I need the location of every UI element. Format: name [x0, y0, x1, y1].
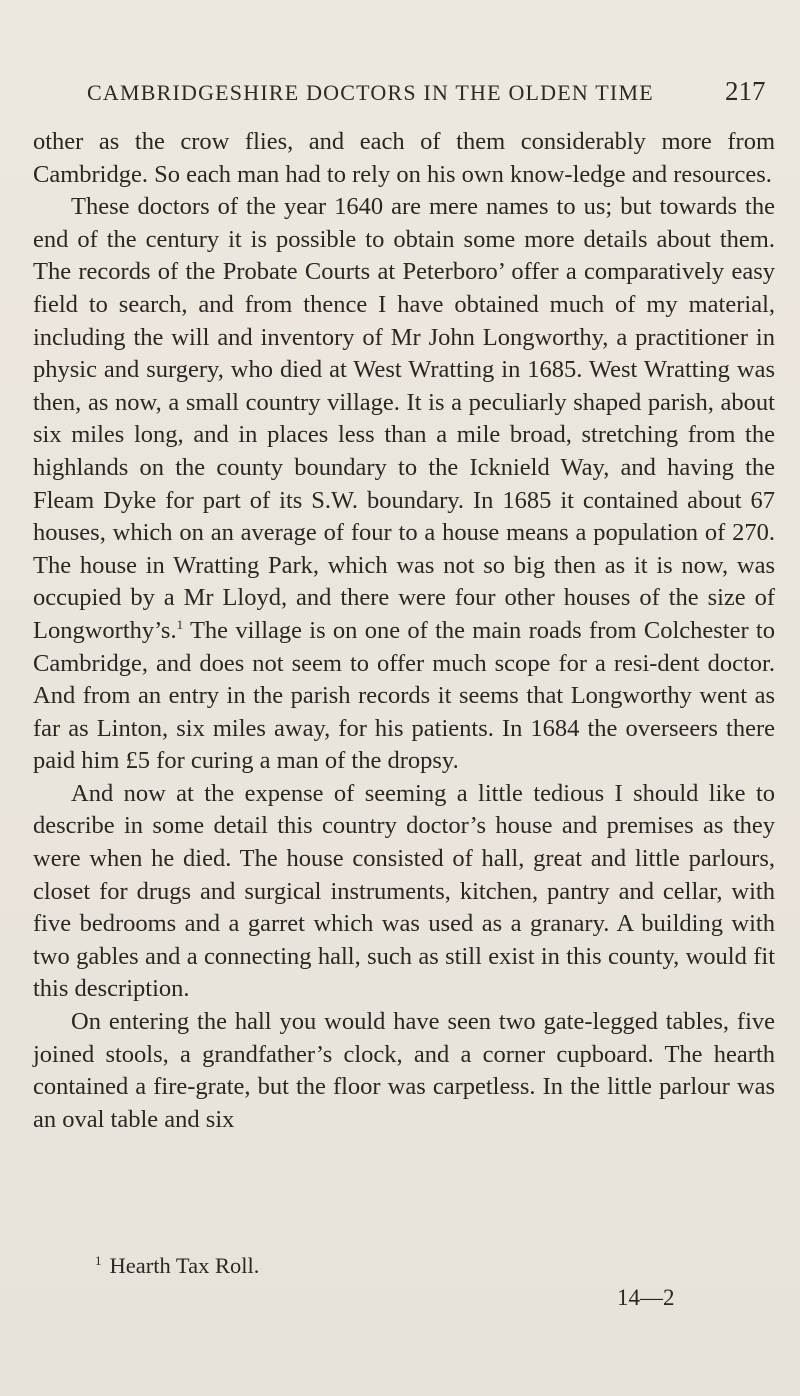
- paragraph-2: [33, 191, 775, 778]
- paragraph-1: other as the crow flies, and each of them considerably more from Cambridge. So each man had to rely on his own know-ledge and resources.: [33, 128, 775, 188]
- footnote-marker: 1: [95, 1252, 102, 1268]
- page-number: 217: [725, 76, 766, 106]
- paragraph-3: And now at the expense of seeming a little tedious I should like to describe in some detail this country doctor’s house and premises as they were when he died. The house consisted of hall, great and little parlours, closet for drugs and surgical instruments, kitchen, pantry and cellar, with five bedrooms and a garret which was used as a granary. A building with two gables and a connecting hall, such as still exist in this county, would fit this description.: [33, 779, 775, 1003]
- footnote: [95, 1253, 259, 1279]
- running-header: CAMBRIDGESHIRE DOCTORS IN THE OLDEN TIME: [87, 80, 654, 105]
- footnote-reference: 1: [176, 616, 184, 632]
- signature-mark: 14—2: [617, 1285, 675, 1310]
- paragraph-2-continued: The village is on one of the main roads from Colchester to Cambridge, and does not seem to offer much scope for a resi-dent doctor. And from an entry in the parish records it seems that Longworthy went as far as Linton, six miles away, for his patients. In 1684 the overseers there paid him £5 for curing a man of the dropsy.: [33, 616, 775, 775]
- paragraph-2-text: These doctors of the year 1640 are mere names to us; but towards the end of the century it is possible to obtain some more details about them. The records of the Probate Courts at Peterboro’ offer a comparatively easy field to search, and from thence I have obtained much of my material, including the will and inventory of Mr John Longworthy, a practitioner in physic and surgery, who died at West Wratting in 1685. West Wratting was then, as now, a small country village. It is a peculiarly shaped parish, about six miles long, and in places less than a mile broad, stretching from the highlands on the county boundary to the Icknield Way, and having the Fleam Dyke for part of its S.W. boundary. In 1685 it contained about 67 houses, which on an average of four to a house means a population of 270. The house in Wratting Park, which was not so big then as it is now, was occupied by a Mr Lloyd, and there were four other houses of the size of Longworthy’s.: [33, 193, 775, 644]
- paragraph-4: On entering the hall you would have seen two gate-legged tables, five joined stools, a grandfather’s clock, and a corner cupboard. The hearth contained a fire-grate, but the floor was carpetless. In the little parlour was an oval table and six: [33, 1008, 775, 1133]
- footnote-text: Hearth Tax Roll.: [109, 1253, 260, 1278]
- body-text: [33, 126, 775, 1136]
